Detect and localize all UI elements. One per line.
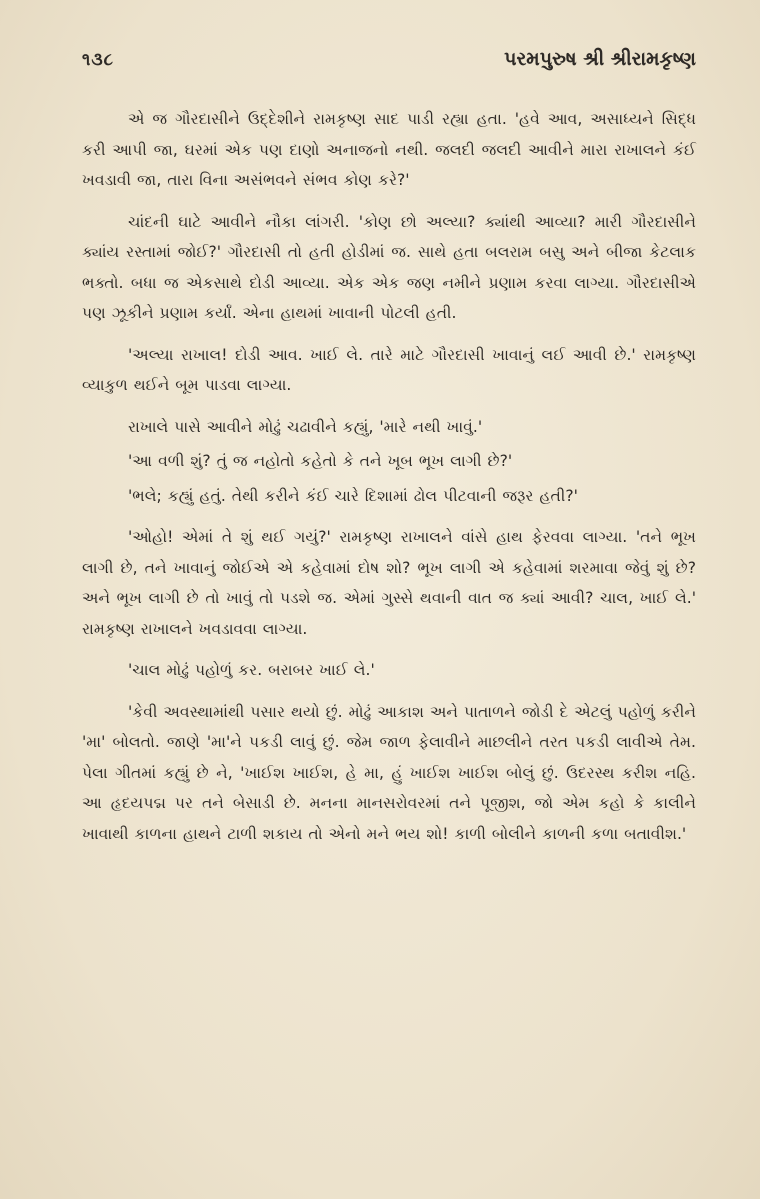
running-title: પરમપુરુષ શ્રી શ્રીરામકૃષ્ણ xyxy=(504,48,696,70)
paragraph: ચાંદની ઘાટે આવીને નૌકા લાંગરી. 'કોણ છો અલ્યા? ક્યાંથી આવ્યા? મારી ગૌરદાસીને ક્યાંય રસ્તામાં જોઈ?' ગૌરદાસી તો હતી હોડીમાં જ. સાથે હતા બલરામ બસુ અને બીજા કેટલાક ભક્તો. બધા જ એકસાથે દોડી આવ્યા. એક એક જણ નમીને પ્રણામ કરવા લાગ્યા. ગૌરદાસીએ પણ ઝૂકીને પ્રણામ કર્યાં. એના હાથમાં ખાવાની પોટલી હતી. xyxy=(82,212,696,322)
paragraph: રાખાલે પાસે આવીને મોઢું ચઢાવીને કહ્યું, 'મારે નથી ખાવું.' xyxy=(128,417,483,436)
body-text xyxy=(82,104,696,849)
paragraph: 'અલ્યા રાખાલ! દોડી આવ. ખાઈ લે. તારે માટે ગૌરદાસી ખાવાનું લઈ આવી છે.' રામકૃષ્ણ વ્યાકુળ થઈને બૂમ પાડવા લાગ્યા. xyxy=(82,345,696,394)
paragraph: 'ઓહો! એમાં તે શું થઈ ગયું?' રામકૃષ્ણ રાખાલને વાંસે હાથ ફેરવવા લાગ્યા. 'તને ભૂખ લાગી છે, તને ખાવાનું જોઈએ એ કહેવામાં દોષ શો? ભૂખ લાગી એ કહેવામાં શરમાવા જેવું શું છે? અને ભૂખ લાગી છે તો ખાવું તો પડશે જ. એમાં ગુસ્સે થવાની વાત જ ક્યાં આવી? ચાલ, ખાઈ લે.' રામકૃષ્ણ રાખાલને ખવડાવવા લાગ્યા. xyxy=(82,528,696,638)
paragraph: 'કેવી અવસ્થામાંથી પસાર થયો છું. મોઢું આકાશ અને પાતાળને જોડી દે એટલું પહોળું કરીને 'મા' બોલતો. જાણે 'મા'ને પકડી લાવું છું. જેમ જાળ ફેલાવીને માછલીને તરત પકડી લાવીએ તેમ. પેલા ગીતમાં કહ્યું છે ને, 'ખાઈશ ખાઈશ, હે મા, હું ખાઈશ ખાઈશ બોલું છું. ઉદરસ્થ કરીશ નહિ. આ હૃદયપદ્મ પર તને બેસાડી છે. મનના માનસરોવરમાં તને પૂજીશ, જો એમ કહો કે કાલીને ખાવાથી કાળના હાથને ટાળી શકાય તો એનો મને ભય શો! કાળી બોલીને કાળની કળા બતાવીશ.' xyxy=(82,702,696,843)
page-header xyxy=(82,48,696,92)
paragraph: 'આ વળી શું? તું જ નહોતો કહેતો કે તને ખૂબ ભૂખ લાગી છે?' xyxy=(128,452,513,470)
paragraph: એ જ ગૌરદાસીને ઉદ્દેશીને રામકૃષ્ણ સાદ પાડી રહ્યા હતા. 'હવે આવ, અસાધ્યને સિદ્ધ કરી આપી જા, ઘરમાં એક પણ દાણો અનાજનો નથી. જલદી જલદી આવીને મારા રાખાલને કંઈ ખવડાવી જા, તારા વિના અસંભવને સંભવ કોણ કરે?' xyxy=(82,110,696,189)
paragraph: 'ચાલ મોઢું પહોળું કર. બરાબર ખાઈ લે.' xyxy=(128,661,375,679)
paragraph: 'ભલે; કહ્યું હતું. તેથી કરીને કંઈ ચારે દિશામાં ઢોલ પીટવાની જરૂર હતી?' xyxy=(128,486,578,505)
page-number: ૧૩૮ xyxy=(82,50,115,70)
